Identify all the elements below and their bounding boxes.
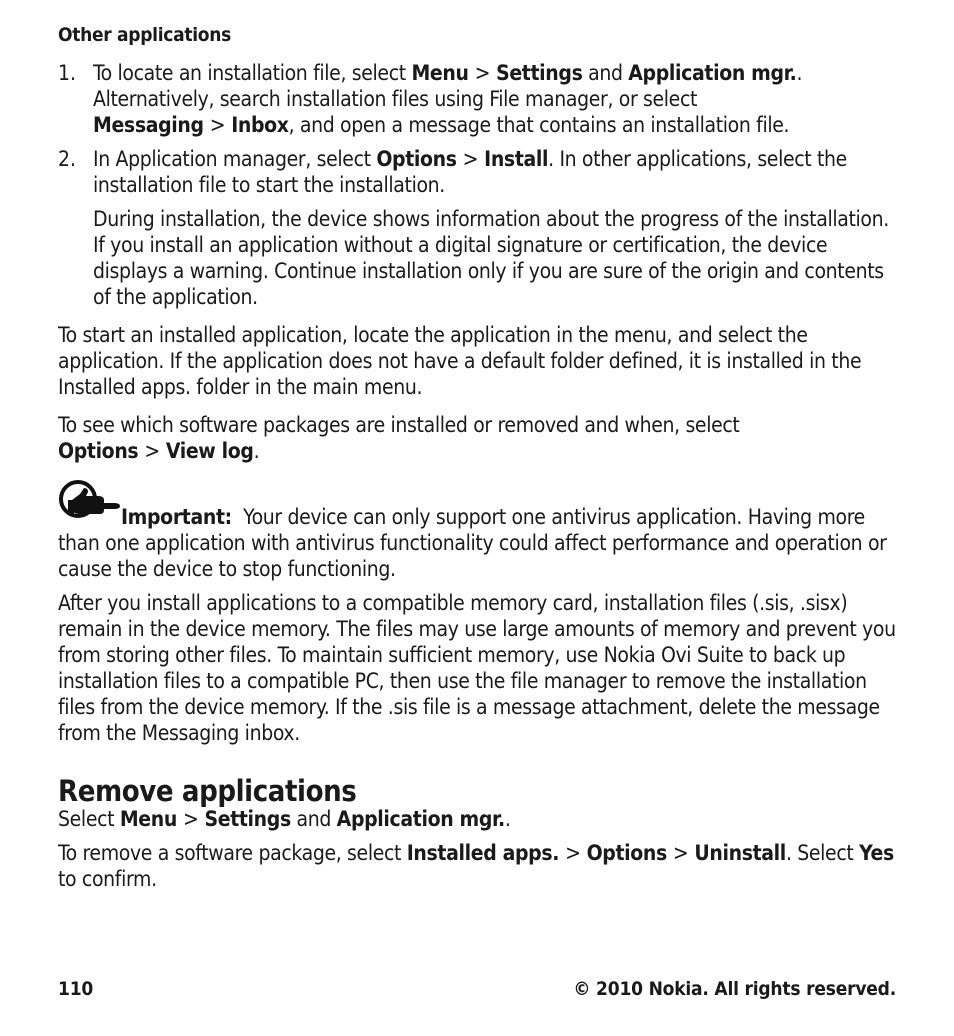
separator: > <box>182 807 199 831</box>
important-label: Important: <box>121 505 232 529</box>
text: to confirm. <box>58 867 157 891</box>
step-1 <box>58 60 896 138</box>
menu-term: Inbox <box>231 113 289 137</box>
paragraph-remove-path <box>58 806 896 832</box>
text: . <box>253 439 260 463</box>
menu-term: Install <box>484 147 549 171</box>
text: . In other applications, select the installation file to start the installation. <box>93 147 847 197</box>
menu-term: Options <box>58 439 139 463</box>
menu-term: Installed apps. <box>406 841 560 865</box>
text: and <box>290 807 337 831</box>
section-header: Other applications <box>58 24 231 46</box>
text: . Alternatively, search installation files using File manager, or select <box>93 61 803 111</box>
separator: > <box>144 439 160 463</box>
text: and <box>582 61 629 85</box>
step-2 <box>58 146 896 310</box>
text: Your device can only support one antivirus application. Having more than one application with antivirus functionality could affect performance and operation or cause the device to stop functioning. <box>58 505 893 581</box>
menu-term: Uninstall <box>694 841 786 865</box>
text: . <box>504 807 511 831</box>
menu-term: Settings <box>496 61 583 85</box>
menu-term: Messaging <box>93 113 204 137</box>
menu-term: Options <box>586 841 667 865</box>
paragraph-uninstall <box>58 840 896 892</box>
separator: > <box>672 841 689 865</box>
important-text <box>58 504 896 582</box>
text: To see which software packages are installed or removed and when, select <box>58 413 740 437</box>
paragraph-start-app: To start an installed application, locate the application in the menu, and select the application. If the application does not have a default folder defined, it is installed in the Installed apps. folder in the main menu. <box>58 323 862 399</box>
separator: > <box>462 147 479 171</box>
paragraph-view-log <box>58 412 896 464</box>
step-text <box>93 146 896 198</box>
menu-term: Application mgr. <box>628 61 797 85</box>
text: To remove a software package, select <box>58 841 407 865</box>
important-hand-icon <box>58 478 122 526</box>
important-note <box>58 478 896 582</box>
page-number: 110 <box>58 978 94 1000</box>
step-text <box>93 60 896 138</box>
content <box>58 60 896 892</box>
menu-term: Application mgr. <box>336 807 505 831</box>
text: To locate an installation file, select <box>93 61 412 85</box>
section-heading: Remove applications <box>58 774 357 808</box>
text: . Select <box>785 841 860 865</box>
manual-page <box>58 0 896 1036</box>
step-note: During installation, the device shows information about the progress of the installation. If you install an application without a digital signature or certification, the device displays a warning. Continue installation only if you are sure of the origin and contents of the application. <box>93 207 889 309</box>
text: , and open a message that contains an installation file. <box>288 113 790 137</box>
step-number: 1. <box>58 61 77 85</box>
menu-term: View log <box>165 439 254 463</box>
menu-term: Menu <box>119 807 177 831</box>
text: In Application manager, select <box>93 147 377 171</box>
menu-term: Options <box>376 147 457 171</box>
menu-term: Yes <box>859 841 894 865</box>
separator: > <box>209 113 226 137</box>
separator: > <box>565 841 581 865</box>
step-number: 2. <box>58 147 77 171</box>
paragraph-memory: After you install applications to a compatible memory card, installation files (.sis, .sisx) remain in the device memory. The files may use large amounts of memory and prevent you from storing other files. To maintain sufficient memory, use Nokia Ovi Suite to back up installation files to a compatible PC, then use the file manager to remove the installation files from the device memory. If the .sis file is a message attachment, delete the message from the Messaging inbox. <box>58 591 896 745</box>
page-footer <box>58 978 896 1000</box>
separator: > <box>474 61 491 85</box>
text: Select <box>58 807 120 831</box>
menu-term: Settings <box>204 807 291 831</box>
copyright: © 2010 Nokia. All rights reserved. <box>573 978 896 1000</box>
menu-term: Menu <box>411 61 469 85</box>
